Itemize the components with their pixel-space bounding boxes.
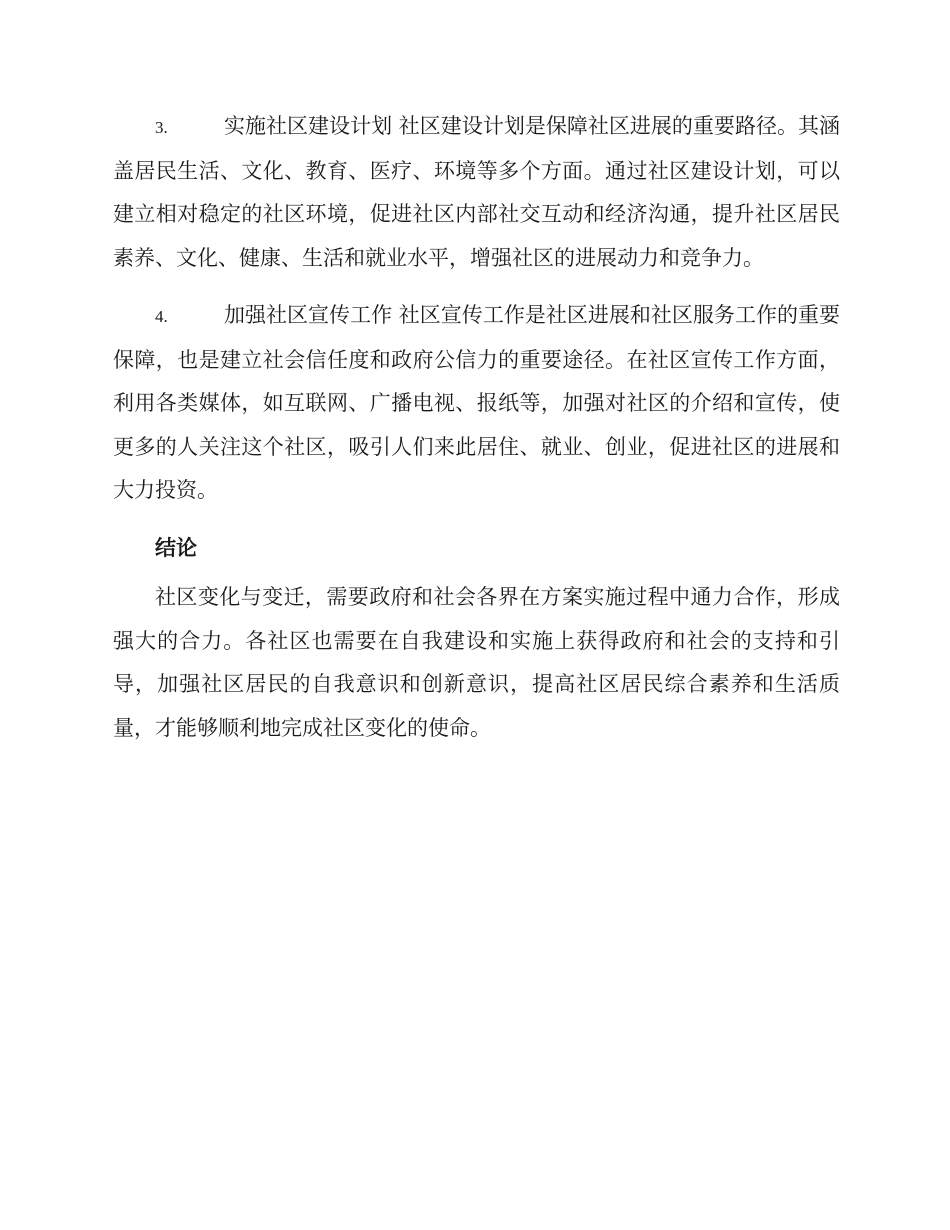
list-number: 4. [155, 307, 168, 326]
conclusion-paragraph: 社区变化与变迁，需要政府和社会各界在方案实施过程中通力合作，形成强大的合力。各社区也需要在自我建设和实施上获得政府和社会的支持和引导，加强社区居民的自我意识和创新意识，提高社区居民综合素养和生活质量，才能够顺利地完成社区变化的使命。 [113, 585, 840, 740]
list-item-text: 加强社区宣传工作 社区宣传工作是社区进展和社区服务工作的重要保障，也是建立社会信任度和政府公信力的重要途径。在社区宣传工作方面，利用各类媒体，如互联网、广播电视、报纸等，加强对社区的介绍和宣传，使更多的人关注这个社区，吸引人们来此居住、就业、创业，促进社区的进展和大力投资。 [113, 303, 840, 502]
conclusion-heading: 结论 [155, 535, 197, 560]
document-page [113, 105, 840, 750]
list-item-3 [113, 105, 840, 280]
list-item-text: 实施社区建设计划 社区建设计划是保障社区进展的重要路径。其涵盖居民生活、文化、教育、医疗、环境等多个方面。通过社区建设计划，可以建立相对稳定的社区环境，促进社区内部社交互动和经济沟通，提升社区居民素养、文化、健康、生活和就业水平，增强社区的进展动力和竞争力。 [113, 114, 840, 270]
list-number: 3. [155, 118, 168, 137]
list-item-4 [113, 294, 840, 513]
